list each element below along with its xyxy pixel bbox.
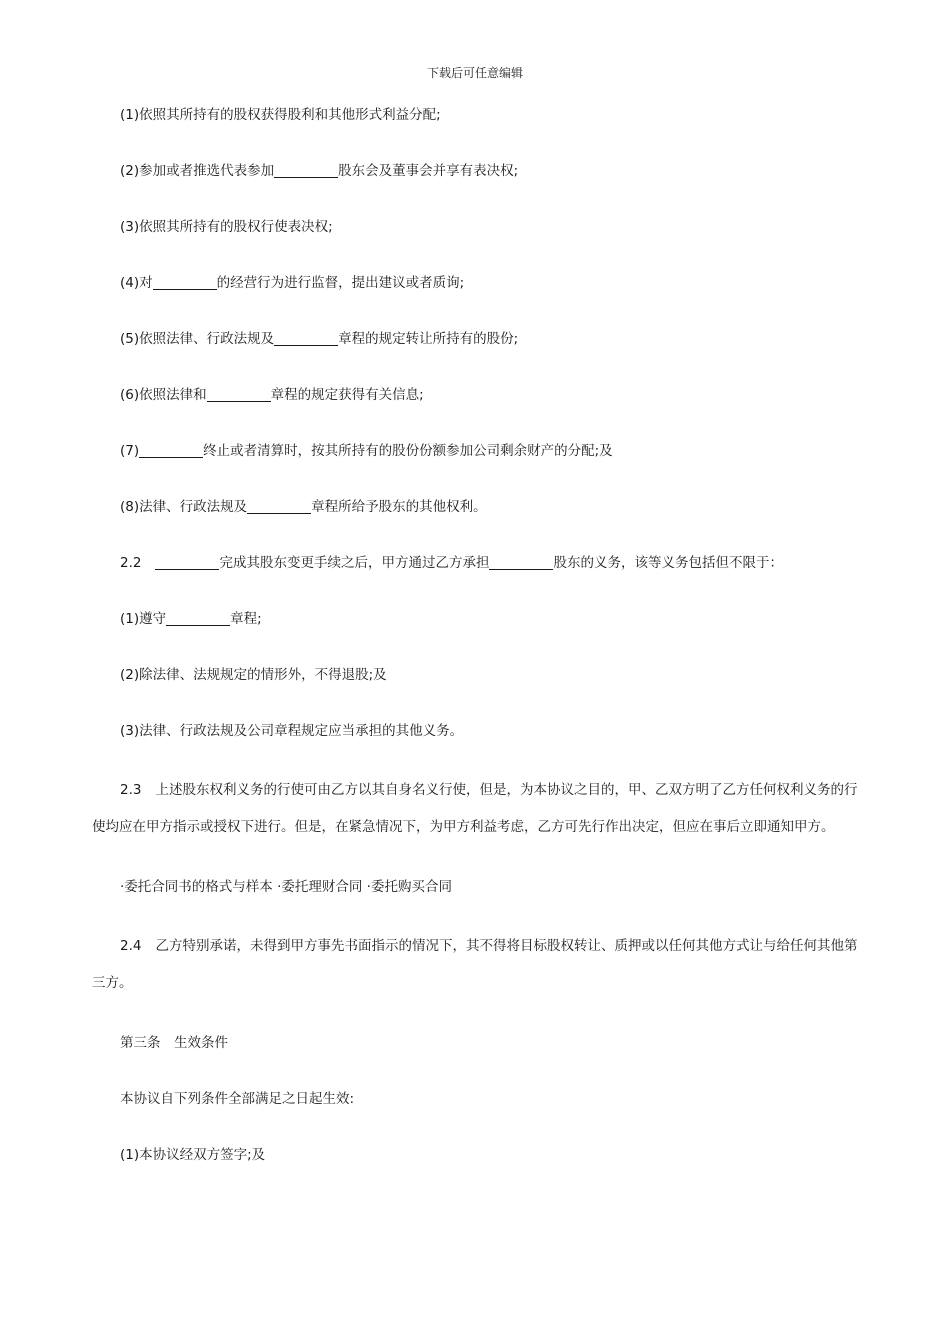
right-text: 的经营行为进行监督，提出建议或者质询; bbox=[216, 275, 465, 291]
section-text: 股东的义务，该等义务包括但不限于： bbox=[553, 555, 783, 571]
duty-text: (2)除法律、法规规定的情形外，不得退股;及 bbox=[120, 667, 387, 683]
fill-blank[interactable] bbox=[247, 497, 311, 514]
section-2-2 bbox=[92, 548, 862, 578]
right-item-6 bbox=[92, 380, 862, 410]
document-body bbox=[92, 100, 862, 1196]
fill-blank[interactable] bbox=[166, 609, 230, 626]
right-text: 章程所给予股东的其他权利。 bbox=[311, 499, 487, 515]
article-text: (1)本协议经双方签字;及 bbox=[120, 1147, 266, 1163]
right-text: (4)对 bbox=[120, 275, 153, 291]
section-text: 上述股东权利义务的行使可由乙方以其自身名义行使，但是，为本协议之目的，甲、乙双方明了乙方任何权利义务的行使均应在甲方指示或授权下进行。但是，在紧急情况下，为甲方利益考虑，乙方可先行作出决定，但应在事后立即通知甲方。 bbox=[92, 782, 858, 835]
fill-blank[interactable] bbox=[274, 161, 338, 178]
right-text: 章程的规定获得有关信息; bbox=[270, 387, 424, 403]
fill-blank[interactable] bbox=[139, 441, 203, 458]
right-item-5 bbox=[92, 324, 862, 354]
section-number: 2.4 bbox=[120, 938, 142, 954]
right-text: (3)依照其所持有的股权行使表决权; bbox=[120, 219, 333, 235]
article-text: 本协议自下列条件全部满足之日起生效: bbox=[120, 1091, 355, 1107]
right-text: (8)法律、行政法规及 bbox=[120, 499, 248, 515]
fill-blank[interactable] bbox=[207, 385, 271, 402]
duty-text: 章程; bbox=[230, 611, 262, 627]
fill-blank[interactable] bbox=[489, 553, 553, 570]
section-text: 完成其股东变更手续之后，甲方通过乙方承担 bbox=[219, 555, 490, 571]
related-links-text[interactable]: ·委托合同书的格式与样本 ·委托理财合同 ·委托购买合同 bbox=[120, 879, 452, 895]
section-number: 2.2 bbox=[120, 555, 142, 571]
section-2-3 bbox=[92, 772, 862, 846]
fill-blank[interactable] bbox=[274, 329, 338, 346]
article-3-intro bbox=[92, 1084, 862, 1114]
right-text: 终止或者清算时，按其所持有的股份份额参加公司剩余财产的分配;及 bbox=[203, 443, 613, 459]
right-text: 股东会及董事会并享有表决权; bbox=[338, 163, 519, 179]
duty-text: (1)遵守 bbox=[120, 611, 167, 627]
right-item-7 bbox=[92, 436, 862, 466]
article-3-item-1 bbox=[92, 1140, 862, 1170]
right-text: (1)依照其所持有的股权获得股利和其他形式利益分配; bbox=[120, 107, 441, 123]
right-text: (6)依照法律和 bbox=[120, 387, 207, 403]
duty-item-3 bbox=[92, 716, 862, 746]
fill-blank[interactable] bbox=[153, 273, 217, 290]
right-text: (2)参加或者推选代表参加 bbox=[120, 163, 275, 179]
section-text: 乙方特别承诺，未得到甲方事先书面指示的情况下，其不得将目标股权转让、质押或以任何其他方式让与给任何其他第三方。 bbox=[92, 938, 858, 991]
section-2-4 bbox=[92, 928, 862, 1002]
duty-text: (3)法律、行政法规及公司章程规定应当承担的其他义务。 bbox=[120, 723, 464, 739]
right-text: (5)依照法律、行政法规及 bbox=[120, 331, 275, 347]
right-text: 章程的规定转让所持有的股份; bbox=[338, 331, 519, 347]
right-item-3 bbox=[92, 212, 862, 242]
duty-item-1 bbox=[92, 604, 862, 634]
section-number: 2.3 bbox=[120, 782, 142, 798]
related-links[interactable] bbox=[92, 872, 862, 902]
page-header: 下载后可任意编辑 bbox=[426, 66, 523, 80]
right-item-8 bbox=[92, 492, 862, 522]
article-heading: 第三条 生效条件 bbox=[120, 1035, 228, 1051]
right-item-2 bbox=[92, 156, 862, 186]
duty-item-2 bbox=[92, 660, 862, 690]
fill-blank[interactable] bbox=[155, 553, 219, 570]
article-3-title bbox=[92, 1028, 862, 1058]
right-item-4 bbox=[92, 268, 862, 298]
right-item-1 bbox=[92, 100, 862, 130]
right-text: (7) bbox=[120, 443, 140, 459]
